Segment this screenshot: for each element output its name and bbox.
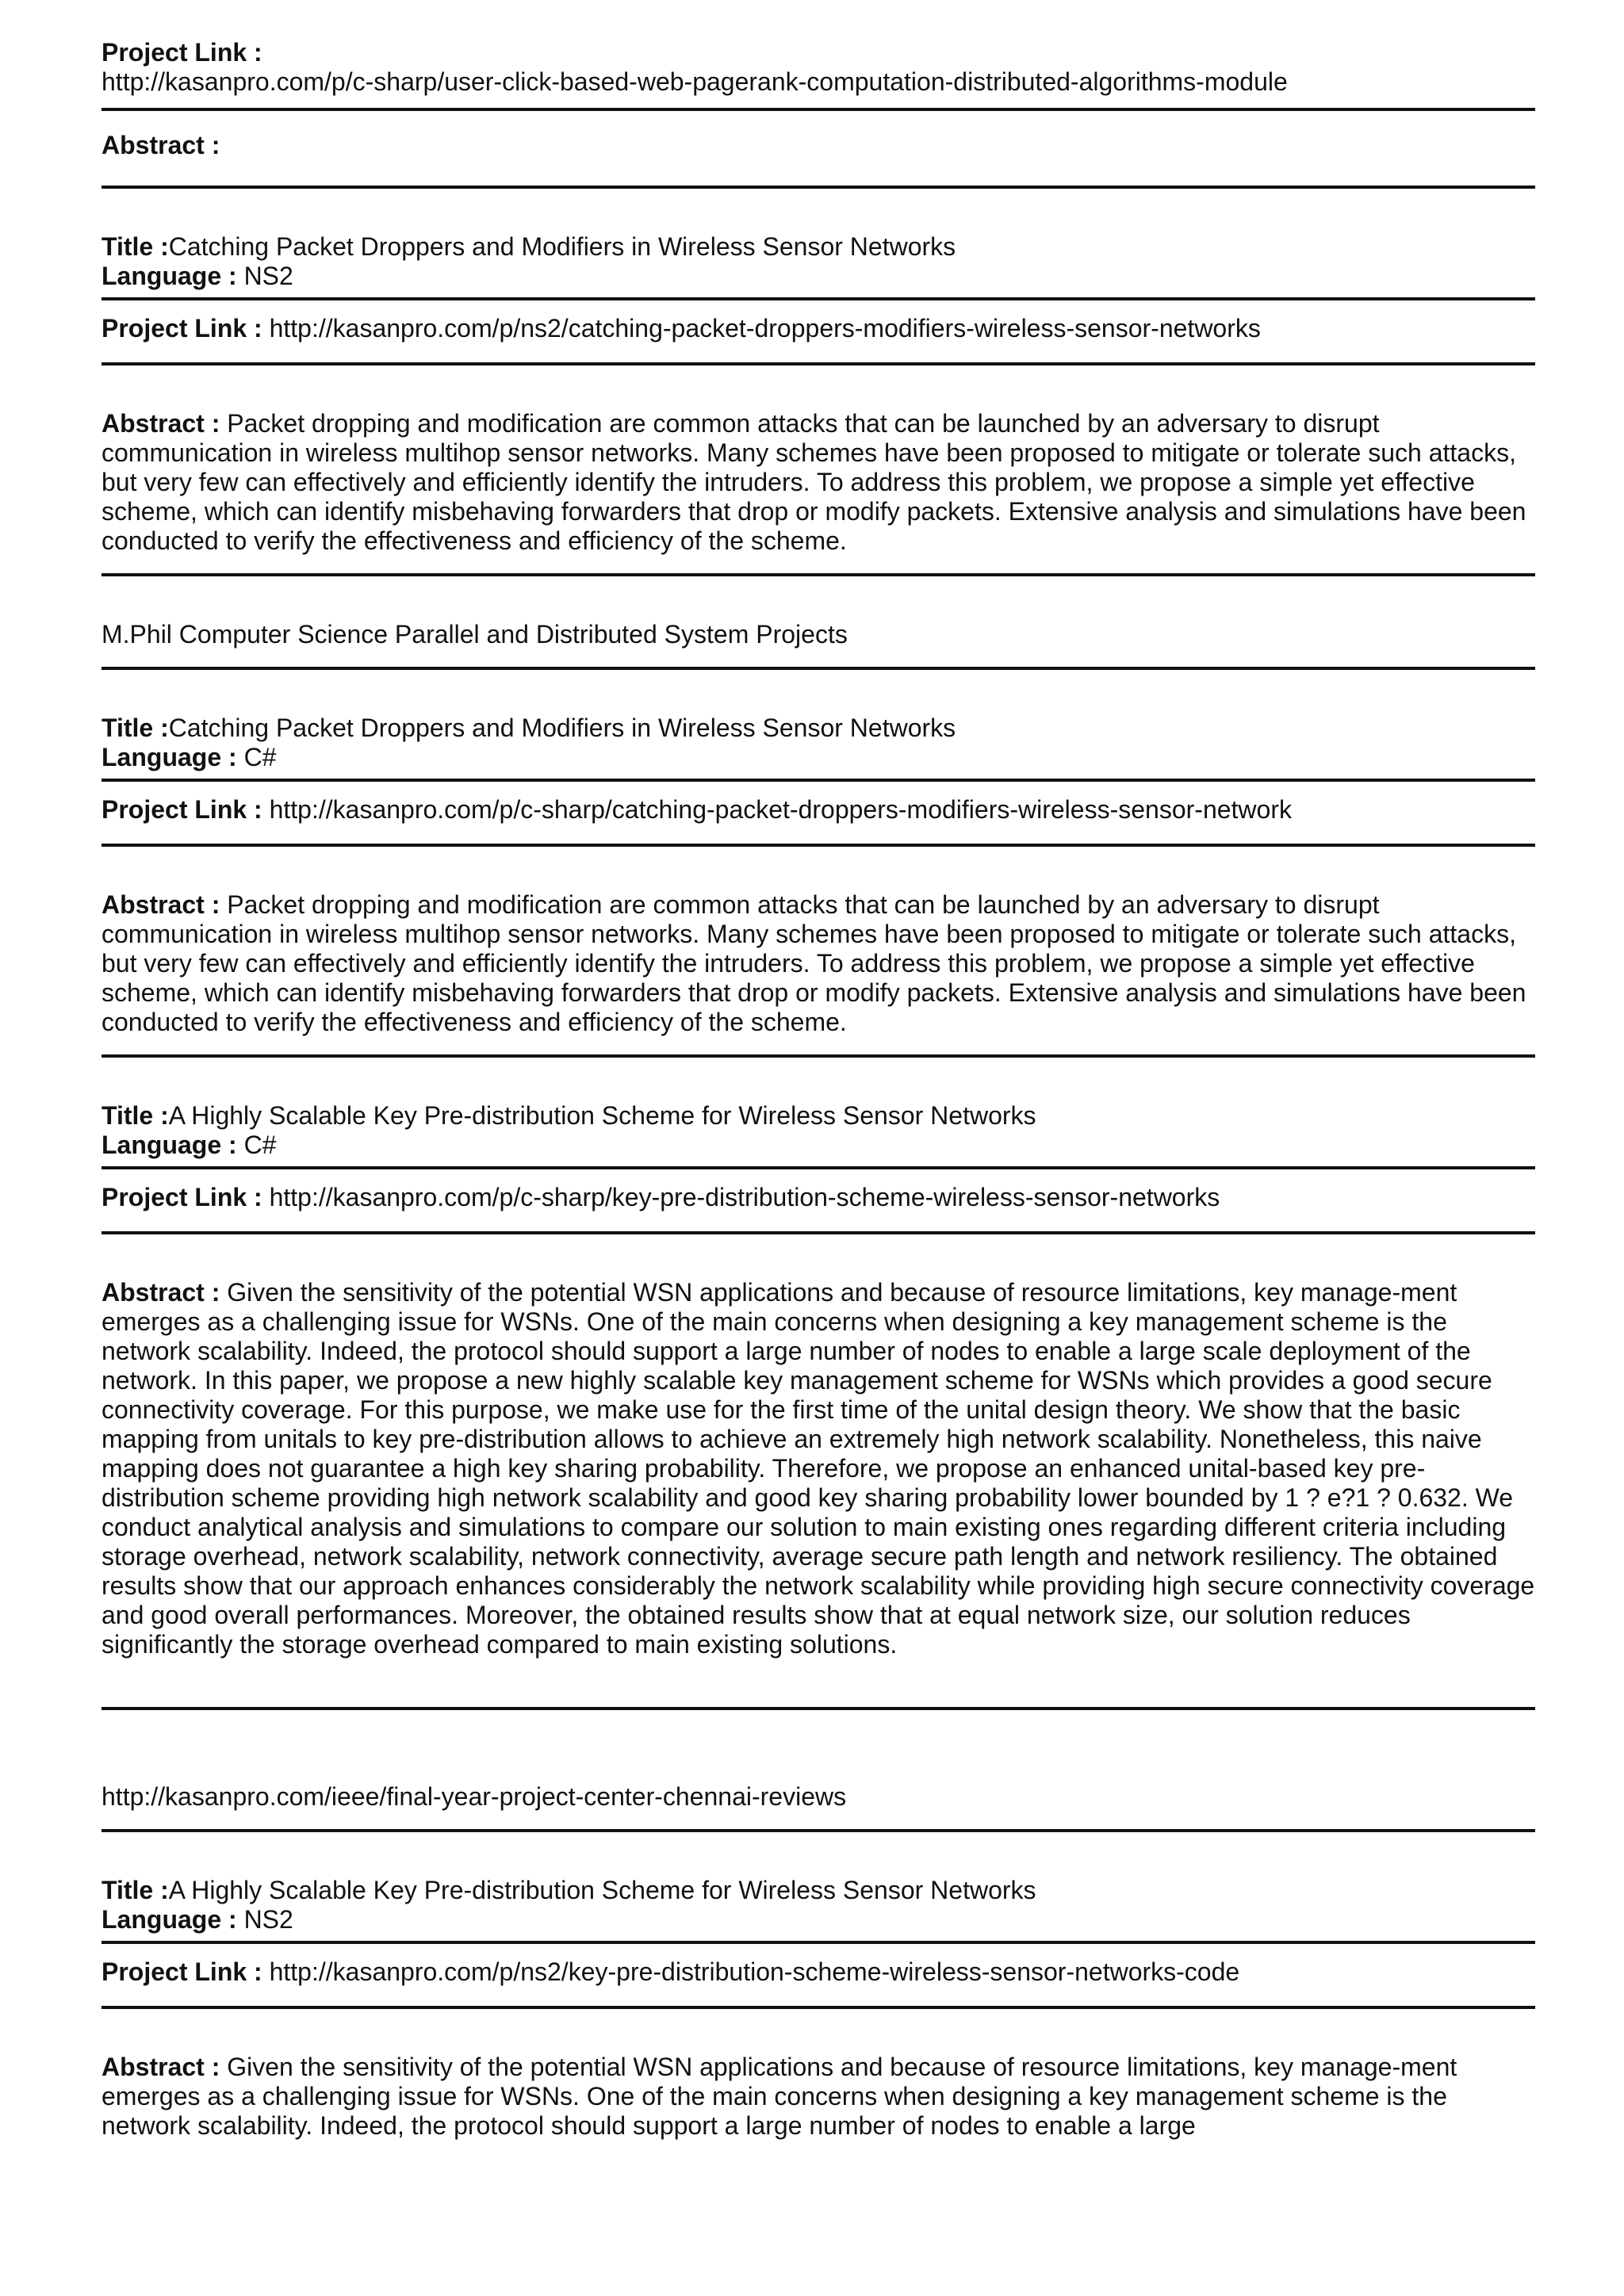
project-link-url[interactable]: http://kasanpro.com/p/c-sharp/catching-packet-droppers-modifiers-wireless-sensor-network — [269, 795, 1292, 824]
language-label: Language : — [102, 1905, 237, 1934]
abstract-label: Abstract : — [102, 1278, 220, 1307]
entry-abstract-block — [102, 1234, 1535, 1707]
entry-title-block — [102, 1832, 1535, 1941]
abstract-label: Abstract : — [102, 2053, 220, 2081]
entry-title-block — [102, 189, 1535, 297]
project-link-label: Project Link : — [102, 38, 262, 67]
entry-language: NS2 — [243, 1905, 293, 1934]
abstract-text: Given the sensitivity of the potential WSN applications and because of resource limitations, key manage-ment emerges as a challenging issue for WSNs. One of the main concerns when designing a key management scheme is the network scalability. Indeed, the protocol should support a large number of nodes to enable a large scale deployment of the network. In this paper, we propose a new highly scalable key management scheme for WSNs which provides a good secure connectivity coverage. For this purpose, we make use for the first time of the unital design theory. We show that the basic mapping from unitals to key pre-distribution allows to achieve an extremely high network scalability. Nonetheless, this naive mapping does not guarantee a high key sharing probability. Therefore, we propose an enhanced unital-based key pre-distribution scheme providing high network scalability and good key sharing probability lower bounded by 1 ? e?1 ? 0.632. We conduct analytical analysis and simulations to compare our solution to main existing ones regarding different criteria including storage overhead, network scalability, network connectivity, average secure path length and network resiliency. The obtained results show that our approach enhances considerably the network scalability while providing high secure connectivity coverage and good overall performances. Moreover, the obtained results show that at equal network size, our solution reduces significantly the storage overhead compared to main existing solutions. — [102, 1278, 1535, 1659]
project-link-url[interactable]: http://kasanpro.com/p/c-sharp/user-click-based-web-pagerank-computation-distributed-algorithms-module — [102, 67, 1288, 96]
project-link-label: Project Link : — [102, 1183, 262, 1211]
entry-title: Catching Packet Droppers and Modifiers in Wireless Sensor Networks — [168, 714, 956, 742]
abstract-text: Given the sensitivity of the potential WSN applications and because of resource limitations, key manage-ment emerges as a challenging issue for WSNs. One of the main concerns when designing a key management scheme is the network scalability. Indeed, the protocol should support a large number of nodes to enable a large — [102, 2053, 1457, 2140]
top-project-link-block — [102, 38, 1535, 108]
abstract-label: Abstract : — [102, 890, 220, 919]
title-label: Title : — [102, 232, 169, 261]
entry-project-link-block — [102, 1944, 1535, 2006]
title-label: Title : — [102, 1876, 169, 1904]
entry-title: Catching Packet Droppers and Modifiers in Wireless Sensor Networks — [168, 232, 956, 261]
language-label: Language : — [102, 743, 237, 771]
section-heading: M.Phil Computer Science Parallel and Distributed System Projects — [102, 620, 848, 649]
project-link-label: Project Link : — [102, 1957, 262, 1986]
abstract-label: Abstract : — [102, 409, 220, 438]
entry-title-block — [102, 670, 1535, 779]
section-heading-block — [102, 576, 1535, 667]
entry-abstract-block — [102, 847, 1535, 1054]
entry-abstract-block — [102, 2009, 1535, 2141]
title-label: Title : — [102, 1101, 169, 1130]
document-page — [102, 38, 1535, 2141]
entry-language: C# — [243, 743, 277, 771]
title-label: Title : — [102, 714, 169, 742]
entry-project-link-block — [102, 782, 1535, 844]
abstract-text: Packet dropping and modification are common attacks that can be launched by an adversary to disrupt communication in wireless multihop sensor networks. Many schemes have been proposed to mitigate or tolerate such attacks, but very few can effectively and efficiently identify the intruders. To address this problem, we propose a simple yet effective scheme, which can identify misbehaving forwarders that drop or modify packets. Extensive analysis and simulations have been conducted to verify the effectiveness and efficiency of the scheme. — [102, 409, 1526, 555]
entry-language: NS2 — [243, 262, 293, 290]
entry-project-link-block — [102, 300, 1535, 362]
entry-title-block — [102, 1058, 1535, 1166]
language-label: Language : — [102, 1131, 237, 1159]
project-link-url[interactable]: http://kasanpro.com/p/ns2/catching-packet-droppers-modifiers-wireless-sensor-networks — [269, 314, 1261, 342]
abstract-label: Abstract : — [102, 131, 220, 159]
entry-title: A Highly Scalable Key Pre-distribution Scheme for Wireless Sensor Networks — [168, 1876, 1036, 1904]
reviews-link[interactable]: http://kasanpro.com/ieee/final-year-project-center-chennai-reviews — [102, 1782, 847, 1811]
entry-project-link-block — [102, 1169, 1535, 1231]
abstract-text: Packet dropping and modification are common attacks that can be launched by an adversary to disrupt communication in wireless multihop sensor networks. Many schemes have been proposed to mitigate or tolerate such attacks, but very few can effectively and efficiently identify the intruders. To address this problem, we propose a simple yet effective scheme, which can identify misbehaving forwarders that drop or modify packets. Extensive analysis and simulations have been conducted to verify the effectiveness and efficiency of the scheme. — [102, 890, 1526, 1036]
reviews-link-block — [102, 1710, 1535, 1829]
project-link-label: Project Link : — [102, 314, 262, 342]
project-link-label: Project Link : — [102, 795, 262, 824]
project-link-url[interactable]: http://kasanpro.com/p/ns2/key-pre-distribution-scheme-wireless-sensor-networks-code — [269, 1957, 1240, 1986]
entry-language: C# — [243, 1131, 277, 1159]
project-link-url[interactable]: http://kasanpro.com/p/c-sharp/key-pre-distribution-scheme-wireless-sensor-networks — [269, 1183, 1220, 1211]
language-label: Language : — [102, 262, 237, 290]
top-abstract-block — [102, 111, 1535, 186]
entry-title: A Highly Scalable Key Pre-distribution Scheme for Wireless Sensor Networks — [168, 1101, 1036, 1130]
entry-abstract-block — [102, 365, 1535, 573]
